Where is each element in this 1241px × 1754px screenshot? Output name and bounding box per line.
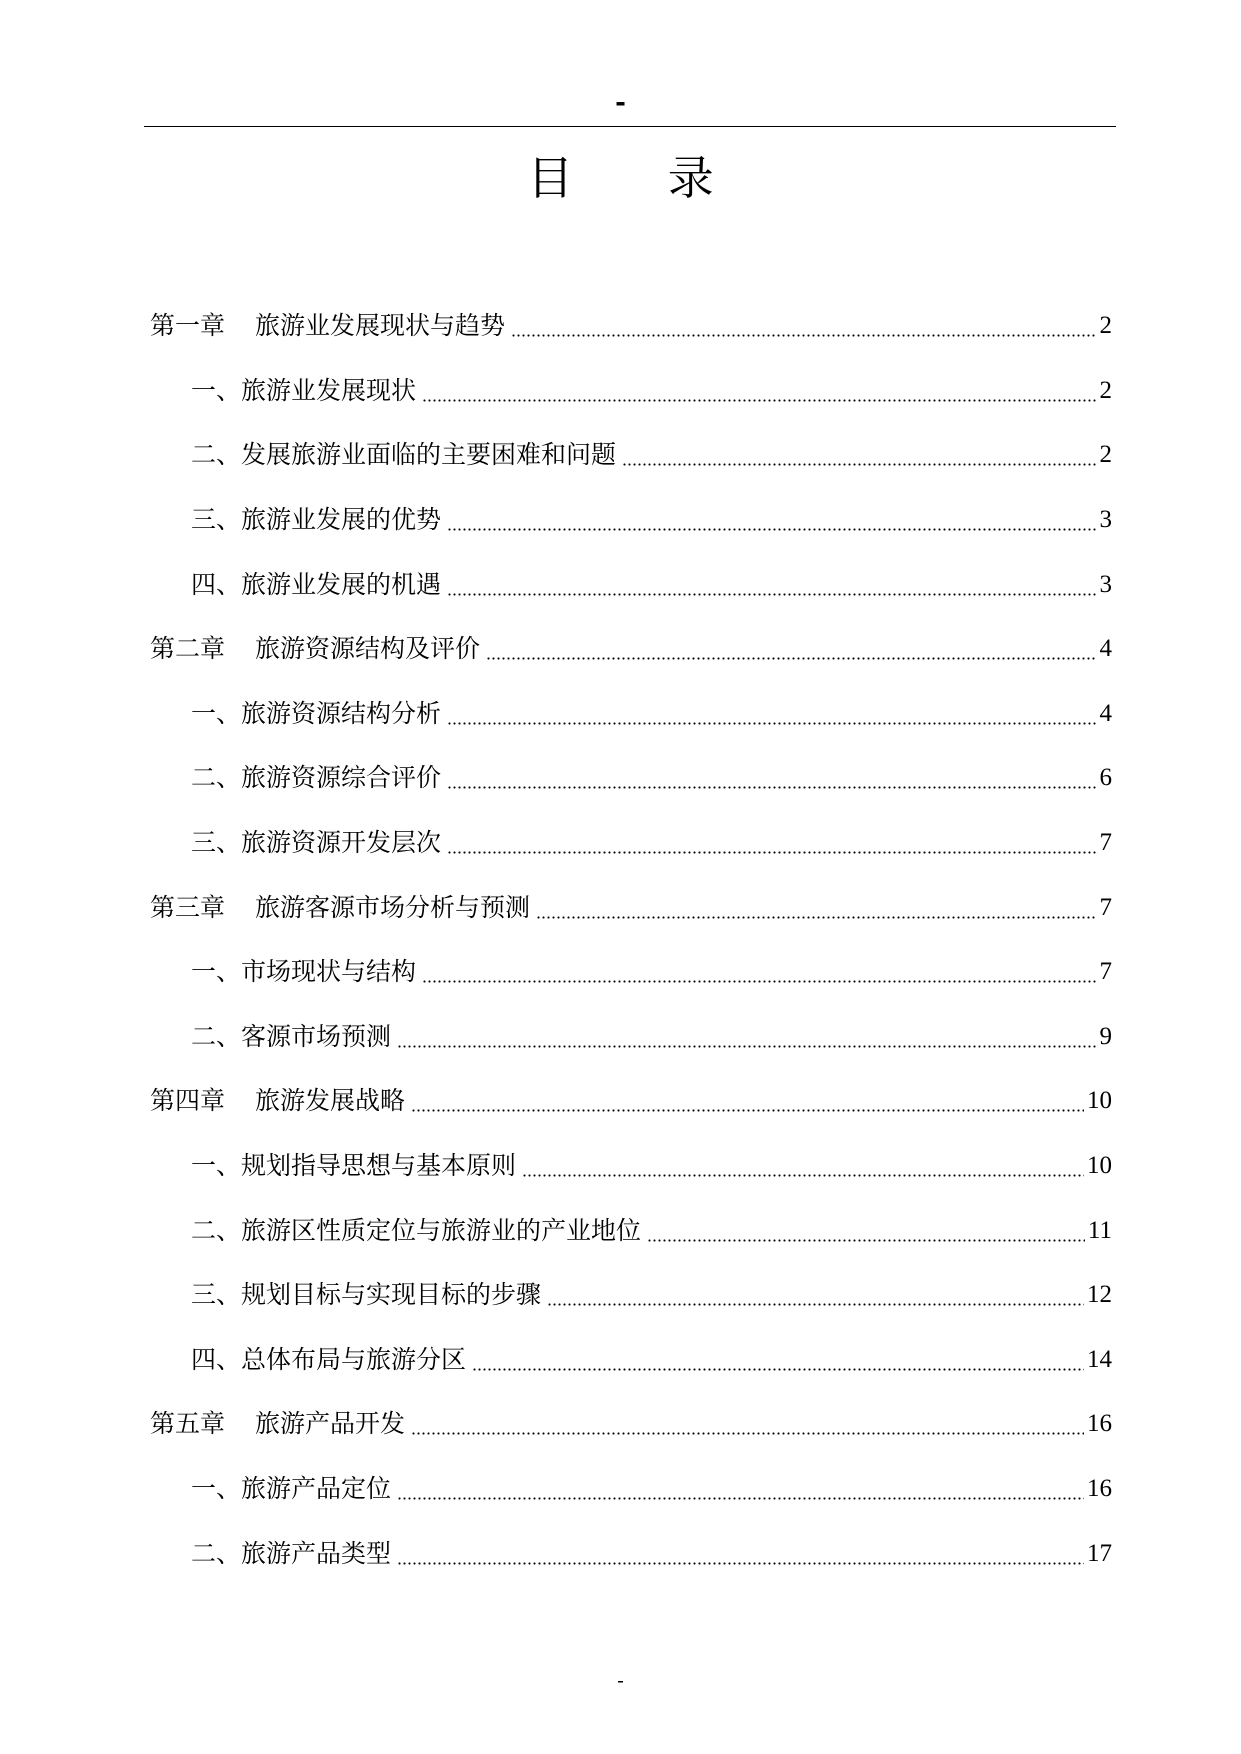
toc-page-number: 11 [1087,1216,1112,1244]
toc-entry-title: 旅游业发展现状 [241,375,417,405]
toc-page-number: 2 [1099,441,1112,469]
header-rule [144,126,1116,127]
toc-dot-leader [472,1343,1084,1377]
toc-page-number: 4 [1099,635,1112,663]
toc-section-entry[interactable] [150,359,1112,424]
toc-entry-number: 四、 [191,1344,242,1374]
toc-chapter-entry[interactable] [150,875,1112,940]
toc-entry-title: 规划指导思想与基本原则 [241,1151,517,1181]
toc-dot-leader [547,1278,1084,1312]
toc-page-number: 10 [1087,1087,1112,1115]
toc-dot-leader [536,891,1096,925]
toc-dot-leader [397,1472,1084,1506]
toc-entry-number: 三、 [191,828,242,858]
toc-entry-title: 旅游资源开发层次 [241,828,442,858]
toc-entry-title: 旅游业发展现状与趋势 [255,311,506,341]
toc-section-entry[interactable] [150,1134,1112,1199]
toc-dot-leader [397,1020,1096,1054]
toc-dot-leader [447,697,1096,731]
toc-entry-number: 第四章 [150,1086,226,1116]
toc-entry-number: 二、 [191,440,242,470]
toc-section-entry[interactable] [150,811,1112,876]
toc-chapter-entry[interactable] [150,1392,1112,1457]
toc-entry-number: 第三章 [150,892,226,922]
toc-page-number: 16 [1087,1410,1112,1438]
footer-mark: - [617,1668,624,1692]
toc-page-number: 3 [1099,570,1112,598]
toc-entry-number: 第五章 [150,1409,226,1439]
toc-entry-title: 旅游区性质定位与旅游业的产业地位 [241,1215,642,1245]
toc-entry-title: 旅游产品定位 [241,1473,392,1503]
toc-entry-title: 旅游发展战略 [255,1086,406,1116]
toc-dot-leader [647,1214,1085,1248]
toc-section-entry[interactable] [150,1005,1112,1070]
toc-page-number: 17 [1087,1539,1112,1567]
toc-page-number: 7 [1099,893,1112,921]
toc-entry-title: 总体布局与旅游分区 [241,1344,467,1374]
toc-dot-leader [411,1084,1084,1118]
toc-dot-leader [447,568,1096,602]
toc-entry-number: 第二章 [150,634,226,664]
toc-dot-leader [411,1407,1084,1441]
toc-entry-number: 二、 [191,763,242,793]
toc-entry-number: 二、 [191,1021,242,1051]
toc-entry-title: 市场现状与结构 [241,957,417,987]
toc-dot-leader [447,826,1096,860]
toc-chapter-entry[interactable] [150,617,1112,682]
toc-entry-number: 一、 [191,1151,242,1181]
toc-entry-title: 旅游产品类型 [241,1538,392,1568]
toc-dot-leader [422,374,1096,408]
toc-entry-number: 一、 [191,375,242,405]
toc-entry-number: 一、 [191,698,242,728]
toc-section-entry[interactable] [150,1457,1112,1522]
toc-entry-number: 一、 [191,1473,242,1503]
toc-page-number: 14 [1087,1345,1112,1373]
toc-section-entry[interactable] [150,552,1112,617]
toc-page-number: 16 [1087,1474,1112,1502]
toc-page-number: 7 [1099,829,1112,857]
table-of-contents [150,294,1112,1586]
toc-page-number: 3 [1099,506,1112,534]
toc-section-entry[interactable] [150,488,1112,553]
toc-entry-title: 旅游资源结构分析 [241,698,442,728]
toc-entry-title: 规划目标与实现目标的步骤 [241,1280,542,1310]
toc-section-entry[interactable] [150,1328,1112,1393]
toc-dot-leader [447,503,1096,537]
toc-entry-title: 旅游业发展的机遇 [241,569,442,599]
toc-page-number: 2 [1099,376,1112,404]
toc-dot-leader [511,309,1096,343]
toc-entry-title: 旅游业发展的优势 [241,505,442,535]
toc-section-entry[interactable] [150,423,1112,488]
toc-entry-number: 四、 [191,569,242,599]
toc-page-number: 10 [1087,1152,1112,1180]
toc-page-number: 12 [1087,1281,1112,1309]
toc-chapter-entry[interactable] [150,294,1112,359]
toc-entry-number: 三、 [191,1280,242,1310]
page-title: 目 录 [527,151,754,205]
toc-entry-title: 旅游资源综合评价 [241,763,442,793]
toc-entry-title: 旅游客源市场分析与预测 [255,892,531,922]
toc-section-entry[interactable] [150,1521,1112,1586]
toc-entry-title: 旅游资源结构及评价 [255,634,481,664]
toc-section-entry[interactable] [150,746,1112,811]
toc-dot-leader [522,1149,1084,1183]
toc-entry-number: 一、 [191,957,242,987]
toc-entry-number: 三、 [191,505,242,535]
toc-entry-number: 第一章 [150,311,226,341]
toc-entry-title: 发展旅游业面临的主要困难和问题 [241,440,617,470]
toc-page-number: 6 [1099,764,1112,792]
toc-chapter-entry[interactable] [150,1069,1112,1134]
toc-section-entry[interactable] [150,1198,1112,1263]
toc-dot-leader [486,632,1096,666]
toc-entry-number: 二、 [191,1538,242,1568]
toc-entry-number: 二、 [191,1215,242,1245]
toc-section-entry[interactable] [150,1263,1112,1328]
toc-dot-leader [447,761,1096,795]
toc-section-entry[interactable] [150,940,1112,1005]
header-mark: - [615,88,626,118]
toc-page-number: 9 [1099,1022,1112,1050]
toc-page-number: 2 [1099,312,1112,340]
toc-dot-leader [397,1537,1084,1571]
toc-entry-title: 客源市场预测 [241,1021,392,1051]
toc-dot-leader [422,955,1096,989]
toc-section-entry[interactable] [150,682,1112,747]
toc-page-number: 4 [1099,699,1112,727]
toc-dot-leader [622,438,1096,472]
toc-page-number: 7 [1099,958,1112,986]
toc-entry-title: 旅游产品开发 [255,1409,406,1439]
